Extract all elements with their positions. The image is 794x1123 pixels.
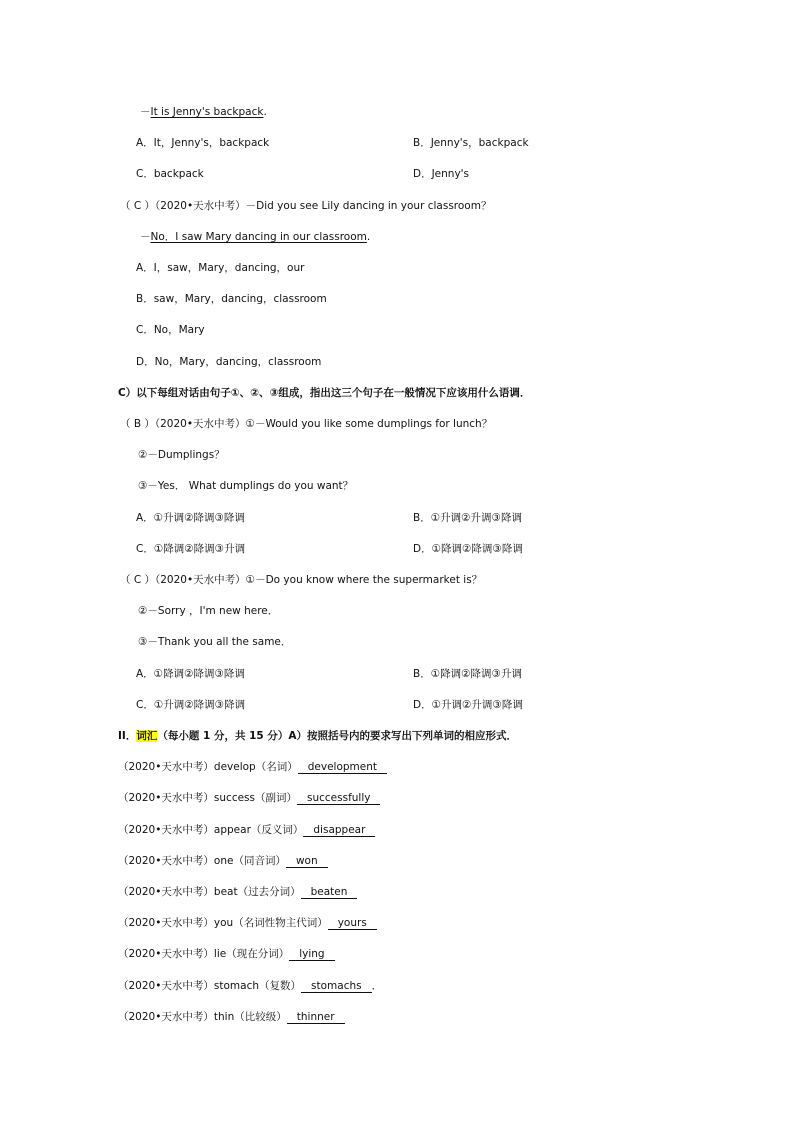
vocab-answer: disappear [303, 824, 375, 837]
option-b: B．saw，Mary，dancing，classroom [136, 293, 327, 305]
vocab-answer: yours [328, 917, 377, 930]
vocab-item [118, 1010, 345, 1024]
question-stem: （ C ）（2020•天水中考）－Did you see Lily dancing in your classroom？ [120, 200, 492, 212]
option-d: D．No，Mary，dancing，classroom [136, 356, 322, 368]
section-instructions: （每小题 1 分，共 15 分）A）按照括号内的要求写出下列单词的相应形式． [157, 730, 517, 742]
vocab-question: （2020•天水中考）develop（名词） [118, 761, 298, 773]
dialogue-line: ②－Dumplings？ [138, 449, 225, 461]
vocab-answer: development [298, 761, 387, 774]
section-highlight: 词汇 [136, 730, 158, 742]
answer-line: －No．I saw Mary dancing in our classroom. [140, 231, 371, 243]
answer-end: . [263, 106, 267, 118]
vocab-answer: successfully [297, 792, 380, 805]
vocab-item [118, 885, 357, 899]
vocab-question: （2020•天水中考）one（同音词） [118, 855, 286, 867]
vocab-tail: ． [371, 980, 383, 992]
vocab-answer: thinner [287, 1011, 345, 1024]
answer-line: －It is Jenny's backpack. [140, 106, 267, 118]
answer-text: It is Jenny's backpack [150, 106, 264, 118]
vocab-item [118, 791, 380, 805]
option-a: A．It，Jenny's，backpack [136, 137, 270, 149]
vocab-answer: beaten [301, 886, 358, 899]
dialogue-line: ③－Thank you all the same． [138, 636, 292, 648]
vocab-question: （2020•天水中考）thin（比较级） [118, 1011, 287, 1023]
option-b: B．①升调②升调③降调 [413, 512, 522, 524]
dialogue-line: ③－Yes． What dumplings do you want？ [138, 480, 354, 492]
option-d: D．①升调②升调③降调 [413, 699, 523, 711]
vocab-question: （2020•天水中考）beat（过去分词） [118, 886, 301, 898]
vocab-answer: stomachs [301, 980, 372, 993]
answer-text: No．I saw Mary dancing in our classroom [150, 231, 367, 243]
question-stem: （ C ）（2020•天水中考）①－Do you know where the supermarket is？ [120, 574, 483, 586]
vocab-item [118, 823, 375, 837]
vocab-question: （2020•天水中考）success（副词） [118, 792, 297, 804]
vocab-question: （2020•天水中考）you（名词性物主代词） [118, 917, 328, 929]
question-stem: （ B ）（2020•天水中考）①－Would you like some dumplings for lunch？ [120, 418, 493, 430]
option-b: B．①降调②降调③升调 [413, 668, 522, 680]
vocab-answer: lying [289, 948, 334, 961]
option-a: A．I，saw，Mary，dancing，our [136, 262, 305, 274]
vocab-question: （2020•天水中考）stomach（复数） [118, 980, 302, 992]
vocab-item [118, 854, 328, 868]
section-heading: C）以下每组对话由句子①、②、③组成，指出这三个句子在一般情况下应该用什么语调． [118, 387, 531, 399]
answer-end: . [366, 231, 371, 243]
option-a: A．①升调②降调③降调 [136, 512, 245, 524]
option-a: A．①降调②降调③降调 [136, 668, 245, 680]
option-c: C．①升调②降调③降调 [136, 699, 246, 711]
option-d: D．①降调②降调③降调 [413, 543, 523, 555]
vocab-item [118, 979, 382, 993]
option-b: B．Jenny's，backpack [413, 137, 529, 149]
option-c: C．backpack [136, 168, 204, 180]
option-d: D．Jenny's [413, 168, 470, 180]
vocab-answer: won [286, 855, 328, 868]
option-c: C．No，Mary [136, 324, 205, 336]
vocab-item [118, 947, 335, 961]
section-heading [118, 729, 517, 743]
vocab-question: （2020•天水中考）appear（反义词） [118, 824, 304, 836]
option-c: C．①降调②降调③升调 [136, 543, 246, 555]
vocab-question: （2020•天水中考）lie（现在分词） [118, 948, 290, 960]
vocab-item [118, 760, 387, 774]
vocab-item [118, 916, 377, 930]
dialogue-line: ②－Sorry ，I'm new here． [138, 605, 279, 617]
section-number: II． [118, 730, 137, 742]
